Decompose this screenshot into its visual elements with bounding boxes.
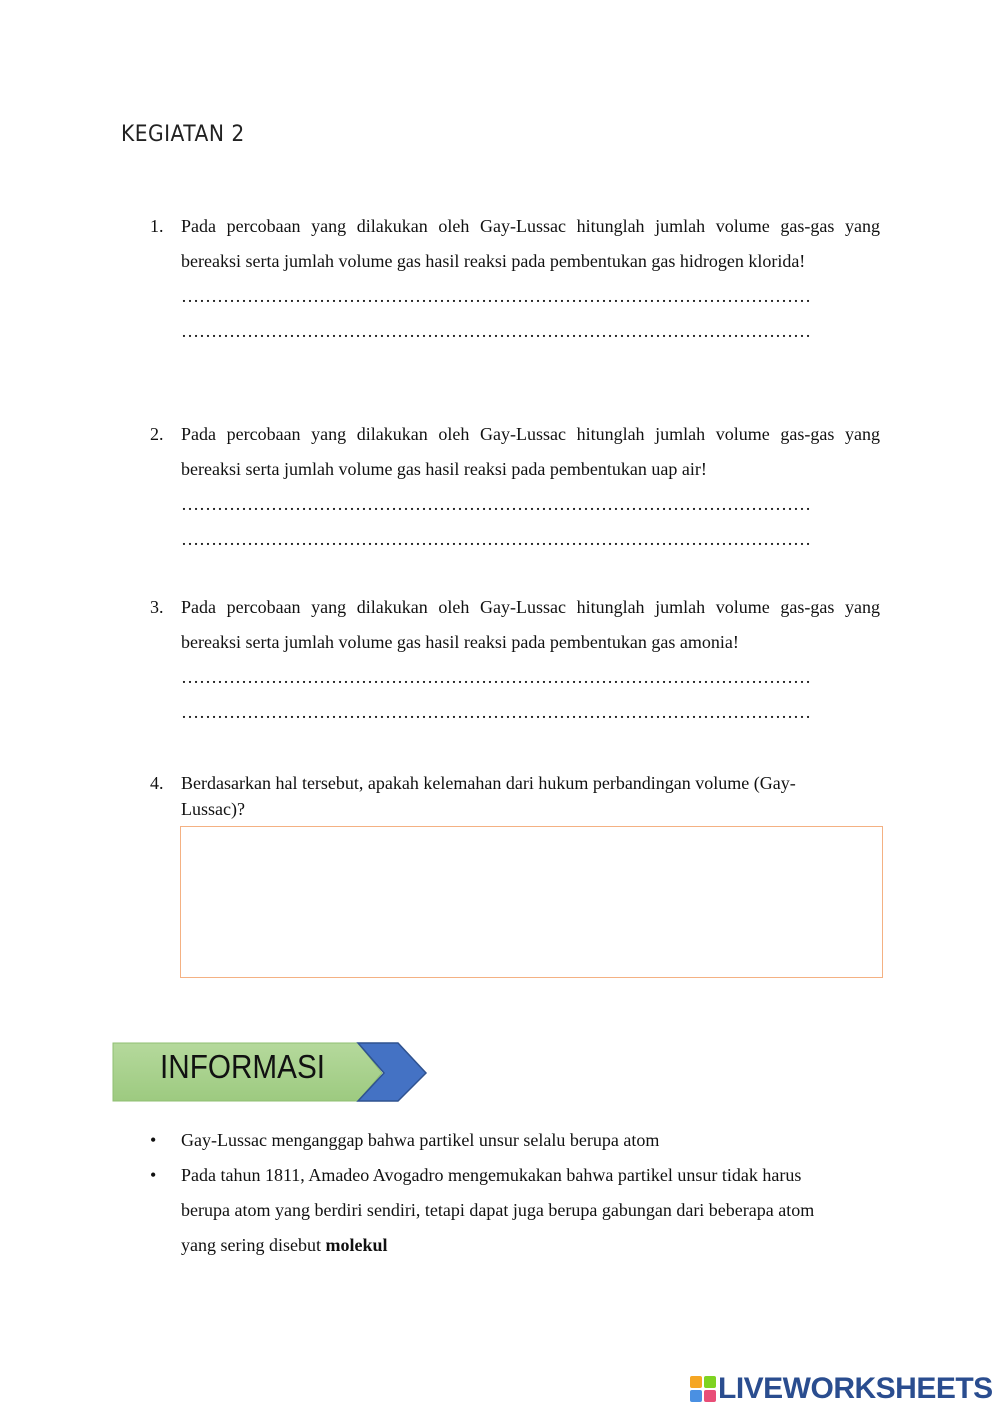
bullet-dot-icon: • bbox=[150, 1130, 157, 1150]
info-bullet-2-bold: molekul bbox=[325, 1235, 388, 1255]
info-label: INFORMASI bbox=[160, 1048, 326, 1085]
info-bullet-2-text: Pada tahun 1811, Amadeo Avogadro mengemukakan bahwa partikel unsur tidak harus berupa atom yang berdiri sendiri, tetapi dapat juga berupa gabungan dari beberapa atom yang sering disebut bbox=[181, 1165, 815, 1255]
info-bullet-2 bbox=[150, 1158, 850, 1263]
question-4 bbox=[150, 770, 850, 822]
question-2 bbox=[150, 417, 880, 557]
liveworksheets-logo bbox=[690, 1372, 993, 1406]
question-1-text: Pada percobaan yang dilakukan oleh Gay-Lussac hitunglah jumlah volume gas-gas yang bereaksi serta jumlah volume gas hasil reaksi pada pembentukan gas hidrogen klorida! bbox=[181, 216, 880, 271]
answer-line-2a[interactable]: …………………………………………………………………………………………… bbox=[181, 494, 811, 514]
liveworksheets-logo-icon bbox=[690, 1376, 716, 1402]
question-3 bbox=[150, 590, 880, 730]
info-bullets bbox=[150, 1123, 850, 1263]
answer-box-4[interactable] bbox=[180, 826, 883, 978]
answer-line-3a[interactable]: …………………………………………………………………………………………… bbox=[181, 667, 811, 687]
question-1 bbox=[150, 209, 880, 349]
info-bullet-1-text: Gay-Lussac menganggap bahwa partikel unsur selalu berupa atom bbox=[181, 1130, 660, 1150]
answer-line-3b[interactable]: …………………………………………………………………………………………… bbox=[181, 702, 811, 722]
question-3-text: Pada percobaan yang dilakukan oleh Gay-Lussac hitunglah jumlah volume gas-gas yang bereaksi serta jumlah volume gas hasil reaksi pada pembentukan gas amonia! bbox=[181, 597, 880, 652]
bullet-dot-icon: • bbox=[150, 1165, 157, 1185]
question-2-text: Pada percobaan yang dilakukan oleh Gay-Lussac hitunglah jumlah volume gas-gas yang bereaksi serta jumlah volume gas hasil reaksi pada pembentukan uap air! bbox=[181, 424, 880, 479]
question-1-number: 1. bbox=[150, 216, 164, 236]
liveworksheets-logo-text: LIVEWORKSHEETS bbox=[718, 1372, 993, 1405]
answer-line-1a[interactable]: …………………………………………………………………………………………… bbox=[181, 286, 811, 306]
question-4-text: Berdasarkan hal tersebut, apakah kelemahan dari hukum perbandingan volume (Gay-Lussac)? bbox=[181, 773, 796, 819]
info-bullet-1 bbox=[150, 1123, 850, 1158]
answer-line-1b[interactable]: …………………………………………………………………………………………… bbox=[181, 321, 811, 341]
question-4-number: 4. bbox=[150, 773, 164, 793]
question-3-number: 3. bbox=[150, 597, 164, 617]
answer-line-2b[interactable]: …………………………………………………………………………………………… bbox=[181, 529, 811, 549]
page-title: KEGIATAN 2 bbox=[121, 122, 245, 147]
question-2-number: 2. bbox=[150, 424, 164, 444]
